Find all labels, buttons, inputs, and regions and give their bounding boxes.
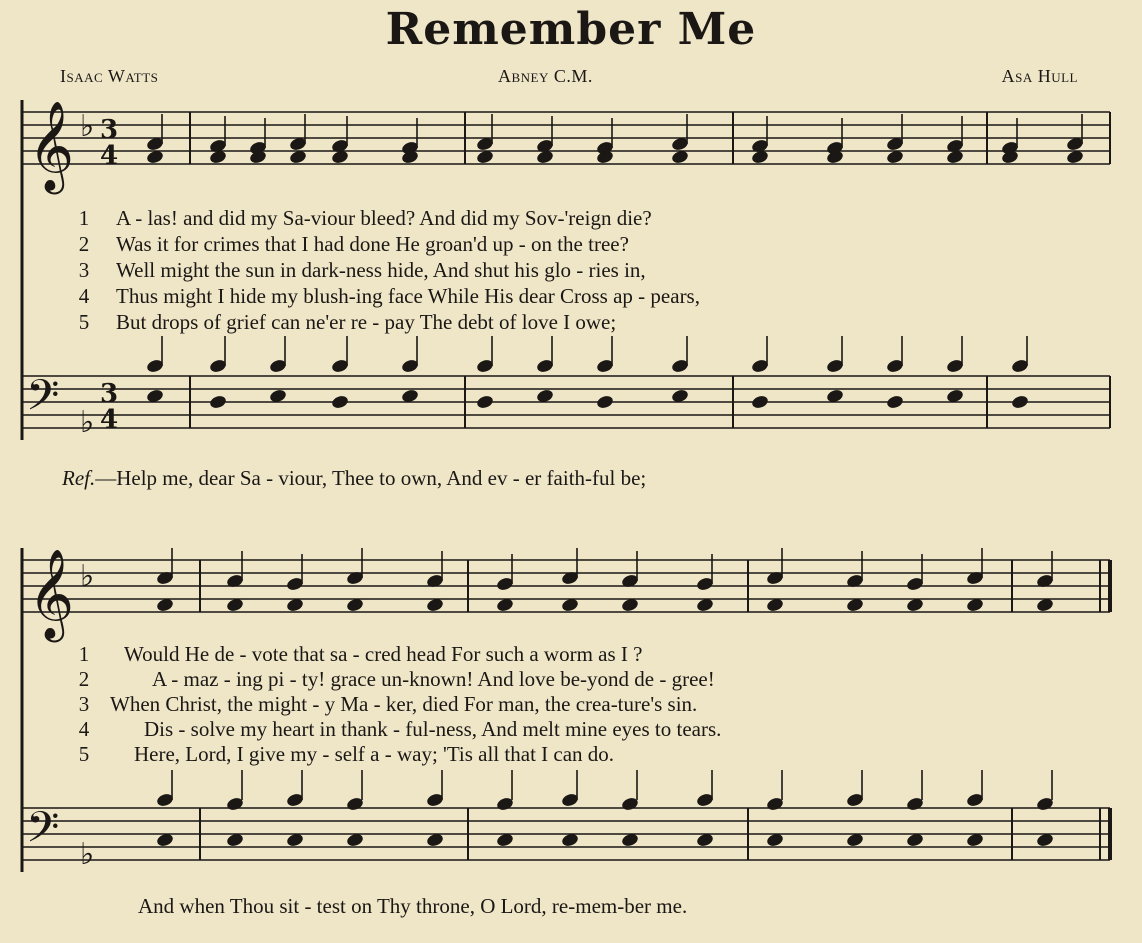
time-sig-bottom: 4 [100,405,119,435]
treble-clef-icon: 𝄞 [28,549,75,639]
verse-line: 3 When Christ, the might - y Ma - ker, died For man, the crea-ture's sin. [78,692,698,716]
bass-clef-icon: 𝄢 [26,371,60,431]
hymn-title: Remember Me [385,4,757,55]
verse-line: 3 Well might the sun in dark-ness hide, And shut his glo - ries in, [78,258,646,282]
treble-staff-1 [22,112,1110,164]
bass-staff-2 [22,808,1110,860]
time-sig-bottom: 4 [100,141,119,171]
verse-line: 4 Thus might I hide my blush-ing face While His dear Cross ap - pears, [78,284,700,308]
verse-line: 1 A - las! and did my Sa-viour bleed? And did my Sov-'reign die? [78,206,652,230]
verse-line: 1 Would He de - vote that sa - cred head For such a worm as I ? [78,642,643,666]
flat-icon: ♭ [80,109,95,144]
verse-line: 2 A - maz - ing pi - ty! grace un-known! And love be-yond de - gree! [78,667,715,691]
verse-line: 5 Here, Lord, I give my - self a - way; 'Tis all that I can do. [78,742,615,766]
author-credit: Isaac Watts [60,66,159,86]
composer-credit: Asa Hull [1001,66,1078,86]
verse-line: 2 Was it for crimes that I had done He groan'd up - on the tree? [78,232,629,256]
note-head [886,394,905,410]
verse-line: 5 But drops of grief can ne'er re - pay The debt of love I owe; [78,310,617,334]
tune-name: Abney C.M. [498,66,593,86]
note-head [209,394,228,410]
note-head [751,394,770,410]
time-sig-top: 3 [100,115,119,145]
bass-staff-1 [22,376,1110,428]
time-sig-top: 3 [100,379,119,409]
refrain-line-1: Ref.—Help me, dear Sa - viour, Thee to own, And ev - er faith-ful be; [62,466,647,490]
flat-icon: ♭ [80,405,95,440]
treble-clef-icon: 𝄞 [28,101,75,191]
bass-clef-icon: 𝄢 [26,803,60,863]
flat-icon: ♭ [80,837,95,872]
note-head [1011,394,1030,410]
note-head [331,394,350,410]
flat-icon: ♭ [80,559,95,594]
note-head [476,394,495,410]
refrain-line-2: And when Thou sit - test on Thy throne, O Lord, re-mem-ber me. [138,894,688,918]
verse-line: 4 Dis - solve my heart in thank - ful-ness, And melt mine eyes to tears. [78,717,722,741]
note-head [596,394,615,410]
